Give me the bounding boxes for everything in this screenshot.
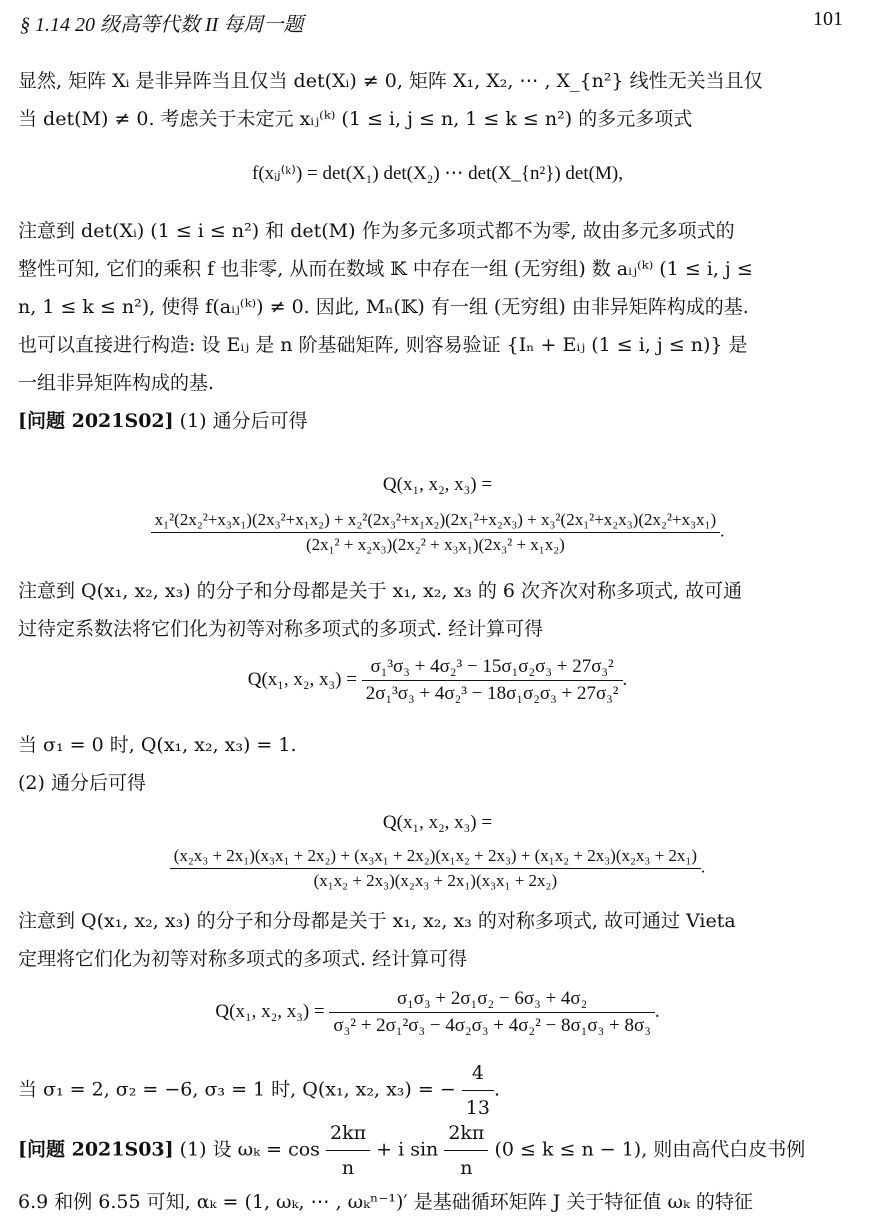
equation-q-fraction-2: (x₂x₃ + 2x₁)(x₃x₁ + 2x₂) + (x₃x₁ + 2x₂)(x₁x₂ + 2x₃) + (x₁x₂ + 2x₃)(x₂x₃ + 2x₁) (x₁x₂ + 2x₃)(x₂x₃ + 2x₁)(x₃x₁ + 2x₂) . bbox=[0, 846, 875, 891]
running-header bbox=[20, 8, 843, 38]
fraction-denominator: (x₁x₂ + 2x₃)(x₂x₃ + 2x₁)(x₃x₁ + 2x₂) bbox=[313, 871, 558, 890]
equation-q-lhs-2: Q(x₁, x₂, x₃) = bbox=[382, 812, 493, 833]
problem-3 bbox=[18, 1118, 843, 1217]
fraction-numerator: 4 bbox=[462, 1058, 494, 1091]
fraction-denominator: 2σ₁³σ₃ + 4σ₂³ − 18σ₁σ₂σ₃ + 27σ₃² bbox=[365, 683, 619, 704]
text-line: 整性可知, 它们的乘积 f 也非零, 从而在数域 𝕂 中存在一组 (无穷组) 数 aᵢⱼ⁽ᵏ⁾ (1 ≤ i, j ≤ bbox=[18, 258, 753, 280]
problem-label: [问题 2021S02] bbox=[18, 410, 174, 432]
paragraph-2 bbox=[18, 212, 843, 440]
equation-q-fraction-1: x₁²(2x₂²+x₃x₁)(2x₃²+x₁x₂) + x₂²(2x₃²+x₁x₂)(2x₁²+x₂x₃) + x₃²(2x₁²+x₂x₃)(2x₂²+x₃x₁) (2x₁² + x₂x₃)(2x₂² + x₃x₁)(2x₃² + x₁x₂) . bbox=[0, 510, 875, 555]
fraction-denominator: n bbox=[460, 1157, 473, 1179]
fraction-numerator: 2kπ bbox=[444, 1118, 488, 1151]
fraction-numerator: (x₂x₃ + 2x₁)(x₃x₁ + 2x₂) + (x₃x₁ + 2x₂)(x₁x₂ + 2x₃) + (x₁x₂ + 2x₃)(x₂x₃ + 2x₁) bbox=[170, 846, 701, 869]
text-line: n, 1 ≤ k ≤ n²), 使得 f(aᵢⱼ⁽ᵏ⁾) ≠ 0. 因此, Mₙ(𝕂) 有一组 (无穷组) 由非异矩阵构成的基. bbox=[18, 296, 749, 318]
page-number: 101 bbox=[813, 8, 843, 30]
fraction-denominator: 13 bbox=[465, 1097, 490, 1119]
text-line: 当 det(M) ≠ 0. 考虑关于未定元 xᵢⱼ⁽ᵏ⁾ (1 ≤ i, j ≤ n, 1 ≤ k ≤ n²) 的多元多项式 bbox=[18, 108, 693, 130]
paragraph-4 bbox=[18, 726, 843, 802]
fraction-numerator: x₁²(2x₂²+x₃x₁)(2x₃²+x₁x₂) + x₂²(2x₃²+x₁x₂)(2x₁²+x₂x₃) + x₃²(2x₁²+x₂x₃)(2x₂²+x₃x₁) bbox=[151, 510, 720, 533]
text-line: 定理将它们化为初等对称多项式的多项式. 经计算可得 bbox=[18, 948, 468, 970]
section-title: § 1.14 20 级高等代数 II 每周一题 bbox=[20, 14, 304, 36]
text-line: 一组非异矩阵构成的基. bbox=[18, 372, 215, 394]
text-line: 注意到 det(Xᵢ) (1 ≤ i ≤ n²) 和 det(M) 作为多元多项式都不为零, 故由多元多项式的 bbox=[18, 220, 735, 242]
text-line: 显然, 矩阵 Xᵢ 是非异阵当且仅当 det(Xᵢ) ≠ 0, 矩阵 X₁, X₂, ⋯ , X_{n²} 线性无关当且仅 bbox=[18, 70, 763, 92]
problem-label: [问题 2021S03] bbox=[18, 1138, 174, 1161]
fraction-numerator: 2kπ bbox=[326, 1118, 370, 1151]
paragraph-5 bbox=[18, 902, 843, 978]
fraction-denominator: n bbox=[341, 1157, 355, 1179]
text-line: (2) 通分后可得 bbox=[18, 772, 146, 794]
text-line: 6.9 和例 6.55 可知, αₖ = (1, ωₖ, ⋯ , ωₖⁿ⁻¹)′ 是基础循环矩阵 J 关于特征值 ωₖ 的特征 bbox=[18, 1191, 753, 1213]
text-line: 注意到 Q(x₁, x₂, x₃) 的分子和分母都是关于 x₁, x₂, x₃ 的对称多项式, 故可通过 Vieta bbox=[18, 910, 736, 932]
equation-q-lhs: Q(x₁, x₂, x₃) = bbox=[382, 474, 493, 495]
paragraph-3 bbox=[18, 572, 843, 648]
fraction-denominator: (2x₁² + x₂x₃)(2x₂² + x₃x₁)(2x₃² + x₁x₂) bbox=[305, 535, 565, 554]
text-line: [问题 2021S03] (1) 设 ωₖ = cos $\frac{2k\pi}{n}$ + i sin $\frac{2k\pi}{n}$ (0 ≤ k ≤ n − 1), 则由高代白皮书例 bbox=[18, 1118, 843, 1183]
paragraph-1 bbox=[18, 62, 843, 138]
fraction-numerator: σ₁³σ₃ + 4σ₂³ − 15σ₁σ₂σ₃ + 27σ₃² bbox=[362, 656, 623, 681]
equation-q-sigma-1: Q(x₁, x₂, x₃) = $\frac{\text{σ₁³σ₃ + 4σ₂³ − 15σ₁σ₂σ₃ + 27σ₃²}}{\text{2σ₁³σ₃ + 4σ₂³ − 18σ₁σ₂σ₃ + 27σ₃²}}$ . bbox=[247, 656, 628, 704]
fraction-denominator: σ₃² + 2σ₁²σ₃ − 4σ₂σ₃ + 4σ₂² − 8σ₁σ₃ + 8σ₃ bbox=[333, 1015, 651, 1036]
fraction-numerator: σ₁σ₃ + 2σ₁σ₂ − 6σ₃ + 4σ₂ bbox=[329, 988, 654, 1013]
text-line: 注意到 Q(x₁, x₂, x₃) 的分子和分母都是关于 x₁, x₂, x₃ 的 6 次齐次对称多项式, 故可通 bbox=[18, 580, 743, 602]
text-line: 当 σ₁ = 2, σ₂ = −6, σ₃ = 1 时, Q(x₁, x₂, x₃) = − $\frac{4}{13}$ . bbox=[18, 1058, 843, 1123]
paragraph-6 bbox=[18, 1058, 843, 1123]
equation-f: f(xᵢⱼ⁽ᵏ⁾) = det(X₁) det(X₂) ⋯ det(X_{n²}) det(M), bbox=[252, 163, 623, 184]
equation-q-sigma-2: Q(x₁, x₂, x₃) = $\frac{\text{σ₁σ₃ + 2σ₁σ₂ − 6σ₃ + 4σ₂}}{\text{σ₃² + 2σ₁²σ₃ − 4σ₂σ₃ + 4σ₂² − 8σ₁σ₃ + 8σ₃}}$ . bbox=[215, 988, 660, 1036]
problem-heading: [问题 2021S02] (1) 通分后可得 bbox=[18, 410, 308, 432]
text-line: 过待定系数法将它们化为初等对称多项式的多项式. 经计算可得 bbox=[18, 618, 544, 640]
text-line: 当 σ₁ = 0 时, Q(x₁, x₂, x₃) = 1. bbox=[18, 734, 297, 756]
text-line: 也可以直接进行构造: 设 Eᵢⱼ 是 n 阶基础矩阵, 则容易验证 {Iₙ + Eᵢⱼ (1 ≤ i, j ≤ n)} 是 bbox=[18, 334, 748, 356]
